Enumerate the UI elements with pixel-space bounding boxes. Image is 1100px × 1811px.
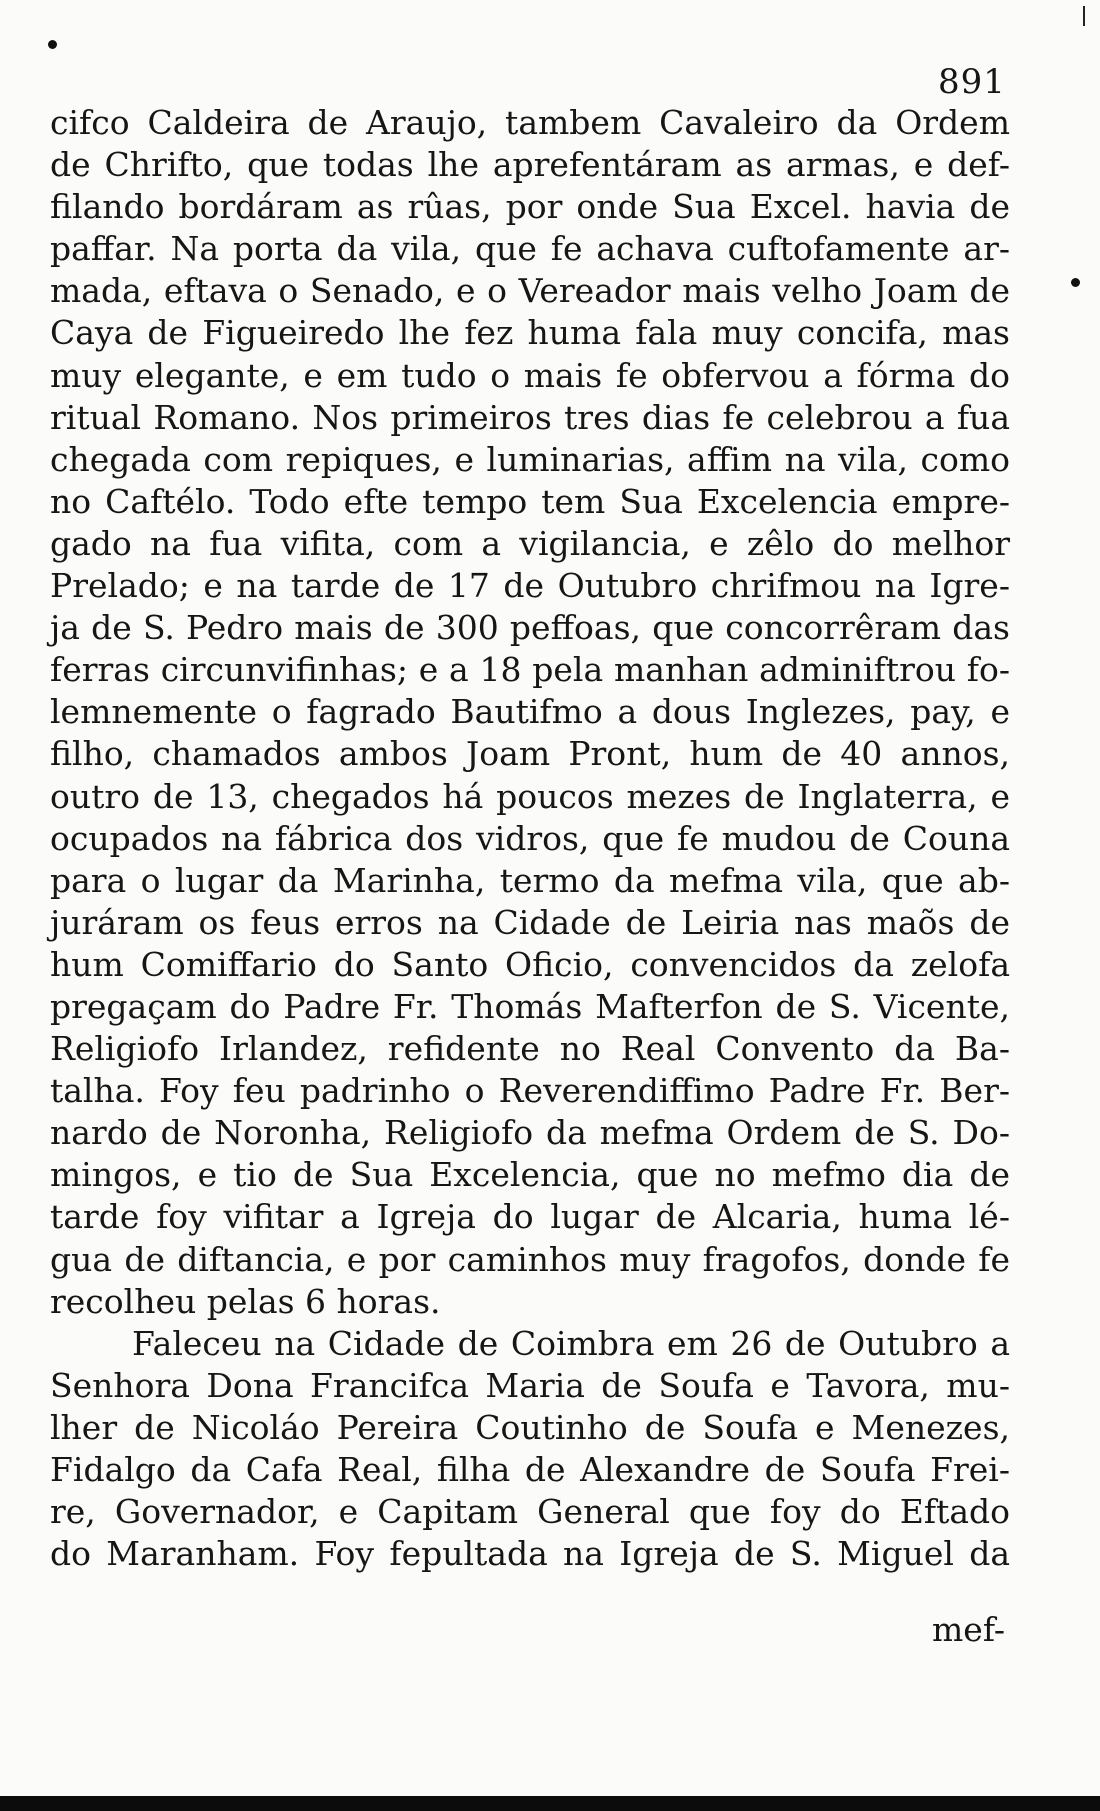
text-line: hum Comiffario do Santo Oficio, convencidos da zelofa: [50, 944, 1010, 984]
text-line: re, Governador, e Capitam General que foy do Eftado: [50, 1492, 1010, 1532]
text-line: muy elegante, e em tudo o mais fe obfervou a fórma do: [50, 355, 1010, 395]
text-line: gua de diftancia, e por caminhos muy fragofos, donde fe: [50, 1239, 1010, 1279]
text-line: ritual Romano. Nos primeiros tres dias fe celebrou a fua: [50, 397, 1010, 437]
text-line: no Caftélo. Todo efte tempo tem Sua Excelencia empre-: [50, 481, 1010, 521]
text-line: filando bordáram as rûas, por onde Sua Excel. havia de: [50, 187, 1010, 227]
text-line: Senhora Dona Francifca Maria de Soufa e Tavora, mu-: [50, 1365, 1010, 1405]
text-line: do Maranham. Foy fepultada na Igreja de S. Miguel da: [50, 1534, 1010, 1574]
text-line: Religiofo Irlandez, refidente no Real Convento da Ba-: [50, 1029, 1010, 1069]
text-line: pregaçam do Padre Fr. Thomás Mafterfon de S. Vicente,: [50, 986, 1010, 1026]
text-line: talha. Foy feu padrinho o Reverendiffimo Padre Fr. Ber-: [50, 1071, 1010, 1111]
text-line: mada, eftava o Senado, e o Vereador mais velho Joam de: [50, 271, 1010, 311]
text-line: chegada com repiques, e luminarias, affim na vila, como: [50, 439, 1010, 479]
text-line: ocupados na fábrica dos vidros, que fe mudou de Couna: [50, 818, 1010, 858]
text-line: paffar. Na porta da vila, que fe achava cuftofamente ar-: [50, 229, 1010, 269]
text-line: Caya de Figueiredo lhe fez huma fala muy concifa, mas: [50, 313, 1010, 353]
text-line: outro de 13, chegados há poucos mezes de Inglaterra, e: [50, 776, 1010, 816]
text-line: gado na fua vifita, com a vigilancia, e zêlo do melhor: [50, 523, 1010, 563]
paragraph-start-line: Faleceu na Cidade de Coimbra em 26 de Outubro a: [132, 1323, 1010, 1363]
text-line: ja de S. Pedro mais de 300 peffoas, que concorrêram das: [50, 608, 1010, 648]
margin-dot-mark: [1071, 278, 1080, 287]
catchword: mef-: [932, 1610, 1006, 1649]
page-edge-mark: [1083, 6, 1085, 26]
text-line: cifco Caldeira de Araujo, tambem Cavaleiro da Ordem: [50, 103, 1010, 142]
text-line: lemnemente o fagrado Bautifmo a dous Inglezes, pay, e: [50, 692, 1010, 732]
text-line: recolheu pelas 6 horas.: [50, 1281, 441, 1321]
text-line: lher de Nicoláo Pereira Coutinho de Soufa e Menezes,: [50, 1407, 1010, 1447]
text-line: de Chrifto, que todas lhe aprefentáram as armas, e def-: [50, 145, 1010, 185]
text-line: filho, chamados ambos Joam Pront, hum de 40 annos,: [50, 734, 1010, 774]
ink-dot-mark: [48, 40, 57, 49]
text-line: mingos, e tio de Sua Excelencia, que no mefmo dia de: [50, 1155, 1010, 1195]
text-line: nardo de Noronha, Religiofo da mefma Ordem de S. Do-: [50, 1113, 1010, 1153]
page-number: 891: [938, 62, 1006, 102]
page-body-text: [50, 102, 1010, 1575]
text-line: ferras circunvifinhas; e a 18 pela manhan adminiftrou fo-: [50, 650, 1010, 690]
text-line: Fidalgo da Cafa Real, filha de Alexandre de Soufa Frei-: [50, 1450, 1010, 1489]
text-line: para o lugar da Marinha, termo da mefma vila, que ab-: [50, 860, 1010, 900]
text-line: juráram os feus erros na Cidade de Leiria nas maõs de: [50, 902, 1010, 942]
text-line: Prelado; e na tarde de 17 de Outubro chrifmou na Igre-: [50, 566, 1010, 606]
text-line: tarde foy vifitar a Igreja do lugar de Alcaria, huma lé-: [50, 1197, 1010, 1237]
scan-bottom-edge: [0, 1796, 1100, 1811]
